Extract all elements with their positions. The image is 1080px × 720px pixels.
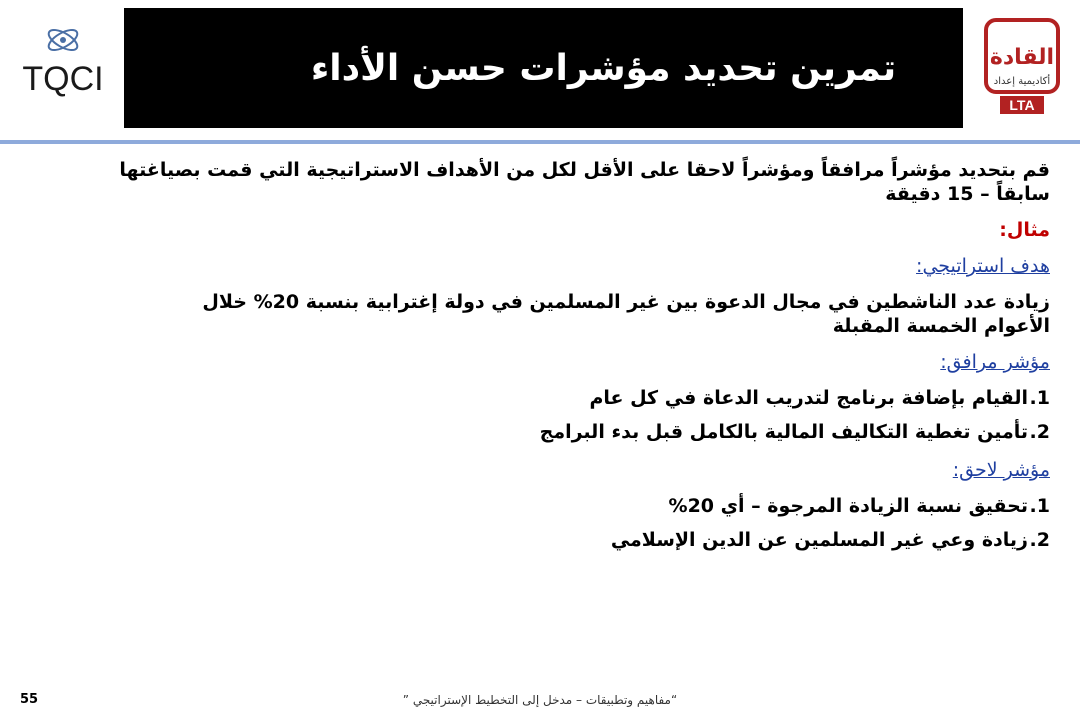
list-item-number: 2. xyxy=(1029,421,1050,443)
concurrent-label-row xyxy=(60,350,1050,374)
lta-logo-main-text: القادة xyxy=(989,45,1055,70)
list-item-text: القيام بإضافة برنامج لتدريب الدعاة في كل عام xyxy=(589,387,1028,409)
list-item xyxy=(60,528,1050,552)
slide-content xyxy=(60,158,1050,562)
example-label: مثال: xyxy=(999,219,1050,241)
list-item-text: زيادة وعي غير المسلمين عن الدين الإسلامي xyxy=(610,529,1028,551)
page-number: 55 xyxy=(20,692,39,707)
strategic-goal-label: هدف استراتيجي: xyxy=(916,255,1050,277)
instruction-line-1: قم بتحديد مؤشراً مرافقاً ومؤشراً لاحقا على الأقل لكل من الأهداف الاستراتيجية التي قمت بصياغتها xyxy=(119,159,1050,181)
strategic-goal-label-row xyxy=(60,254,1050,278)
instruction-line-2: سابقاً – 15 دقيقة xyxy=(885,183,1050,205)
list-item-text: تحقيق نسبة الزيادة المرجوة – أي 20% xyxy=(668,495,1028,517)
concurrent-indicator-label: مؤشر مرافق: xyxy=(940,351,1050,373)
strategic-goal xyxy=(60,290,1050,338)
lagging-label-row xyxy=(60,458,1050,482)
tqci-logo xyxy=(8,22,118,112)
list-item xyxy=(60,420,1050,444)
title-banner xyxy=(124,8,963,128)
list-item-text: تأمين تغطية التكاليف المالية بالكامل قبل بدء البرامج xyxy=(539,421,1028,443)
list-item-number: 2. xyxy=(1029,529,1050,551)
lta-logo-abbr: LTA xyxy=(1009,97,1035,113)
list-item-number: 1. xyxy=(1029,387,1050,409)
page-title: تمرين تحديد مؤشرات حسن الأداء xyxy=(310,47,897,89)
instruction xyxy=(60,158,1050,206)
tqci-logo-text: TQCI xyxy=(22,60,104,98)
strategic-goal-line-2: الأعوام الخمسة المقبلة xyxy=(832,315,1050,337)
list-item-number: 1. xyxy=(1029,495,1050,517)
lagging-indicator-label: مؤشر لاحق: xyxy=(952,459,1050,481)
list-item xyxy=(60,494,1050,518)
footer-text: “مفاهيم وتطبيقات – مدخل إلى التخطيط الإستراتيجي ” xyxy=(402,693,678,707)
list-item xyxy=(60,386,1050,410)
strategic-goal-line-1: زيادة عدد الناشطين في مجال الدعوة بين غير المسلمين في دولة إغترابية بنسبة 20% خلال xyxy=(202,291,1050,313)
lta-logo xyxy=(972,12,1072,124)
lta-logo-sub-text: أكاديمية إعداد xyxy=(993,76,1051,87)
header-divider xyxy=(0,140,1080,144)
